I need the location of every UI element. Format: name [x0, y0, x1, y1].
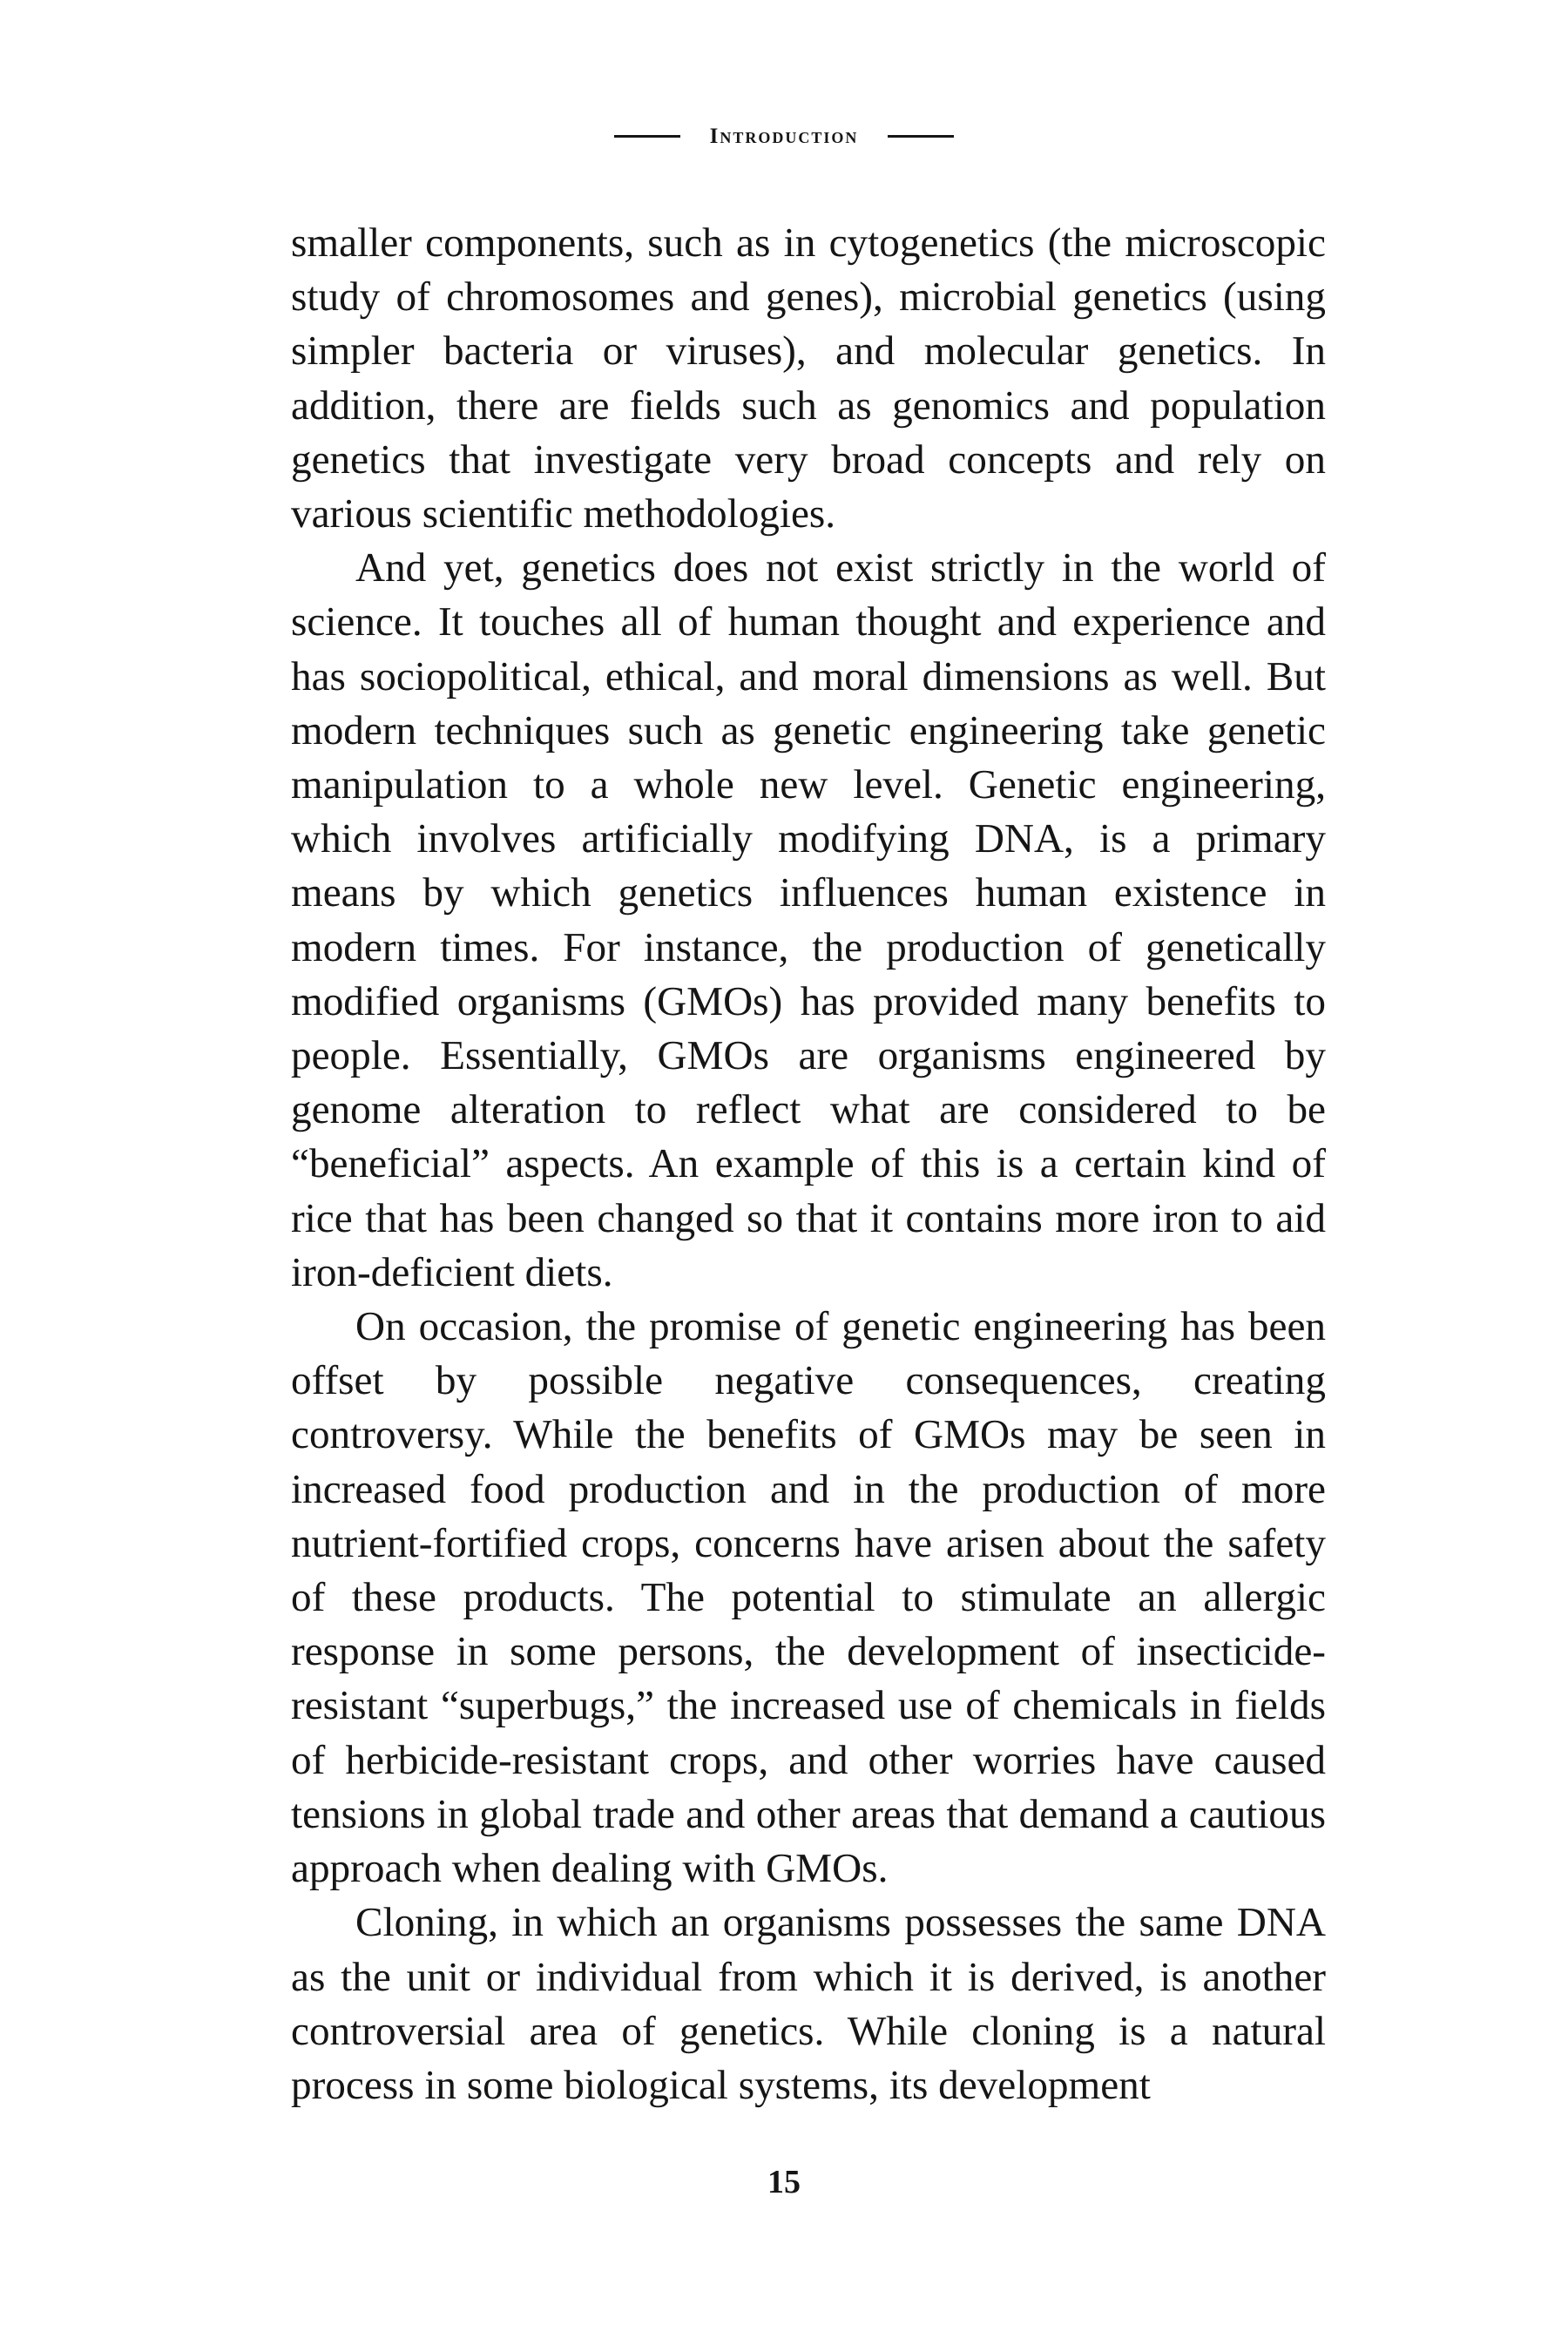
- left-ornamental-rule: [614, 135, 680, 138]
- body-text: [291, 216, 1326, 2112]
- running-title: Introduction: [709, 124, 859, 148]
- right-ornamental-rule: [888, 135, 954, 138]
- paragraph-cloning: Cloning, in which an organisms possesses the same DNA as the unit or individual from which it is derived, is another controversial area of genetics. While cloning is a natural process in some biological systems, its development: [291, 1900, 1326, 2108]
- page-number: 15: [767, 2164, 801, 2200]
- running-head: [0, 115, 1568, 157]
- paragraph-genetics-society: And yet, genetics does not exist strictly in the world of science. It touches all of human thought and experience and has sociopolitical, ethical, and moral dimensions as well. But modern techniques such as genetic engineering take genetic manipulation to a whole new level. Genetic engineering, which involves artificially modifying DNA, is a primary means by which genetics influences human existence in modern times. For instance, the production of genetically modified organisms (GMOs) has provided many benefits to people. Essentially, GMOs are organisms engineered by genome alteration to reflect what are considered to be “beneficial” aspects. An example of this is a certain kind of rice that has been changed so that it contains more iron to aid iron-deficient diets.: [291, 545, 1326, 1295]
- paragraph-gmo-controversy: On occasion, the promise of genetic engineering has been offset by possible negative consequences, creating controversy. While the benefits of GMOs may be seen in increased food production and in the production of more nutrient-fortified crops, concerns have arisen about the safety of these products. The potential to stimulate an allergic response in some persons, the development of insecticide-resistant “superbugs,” the increased use of chemicals in fields of herbicide-resistant crops, and other worries have caused tensions in global trade and other areas that demand a cautious approach when dealing with GMOs.: [291, 1304, 1326, 1892]
- paragraph-continuation: smaller components, such as in cytogenetics (the microscopic study of chromosomes and genes), microbial genetics (using simpler bacteria or viruses), and molecular genetics. In addition, there are fields such as genomics and population genetics that investigate very broad concepts and rely on various scientific methodologies.: [291, 220, 1326, 537]
